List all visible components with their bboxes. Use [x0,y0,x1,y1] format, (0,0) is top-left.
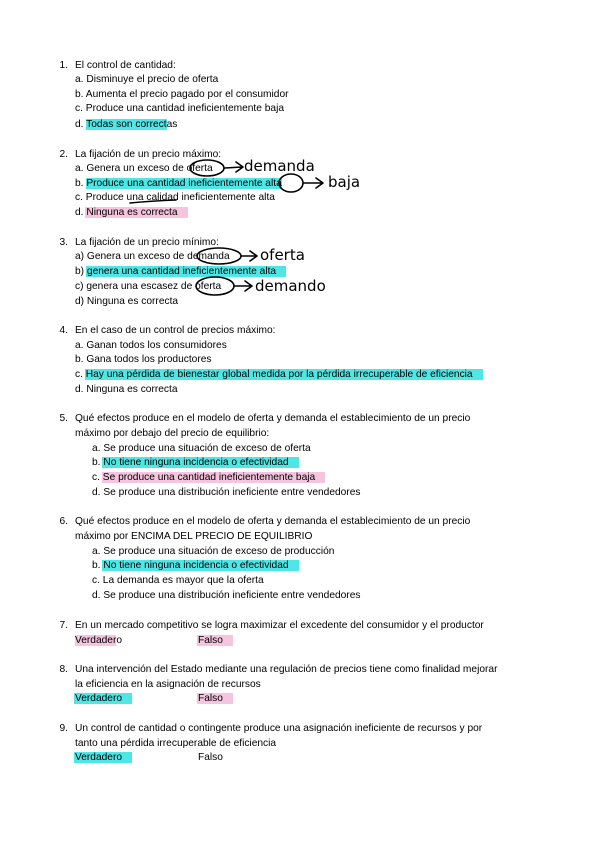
q7-true-option: Verdadero [75,635,123,646]
question-4-text: En el caso de un control de precios máximo: [75,325,276,336]
q2-option-c: c. Produce una calidad ineficientemente alta [75,192,275,203]
question-6-number: 6. [59,516,68,527]
q4-option-d: d. Ninguna es correcta [75,384,178,395]
question-6-text-line2: máximo por ENCIMA DEL PRECIO DE EQUILIBRIO [75,531,313,542]
q5-option-c: c. Se produce una cantidad ineficientemente baja [92,471,325,484]
q5-option-a: a. Se produce una situación de exceso de oferta [92,443,311,454]
q1-option-b: b. Aumenta el precio pagado por el consumidor [75,89,289,100]
q7-false-option: Falso [198,634,233,647]
q2-arrow-1 [225,162,243,172]
q3-annotation-demando: demando [255,277,326,295]
q2-annotation-demanda: demanda [244,157,315,175]
q2-option-d: d. Ninguna es correcta [75,206,188,219]
question-7-text: En un mercado competitivo se logra maximizar el excedente del consumidor y el productor [75,620,484,631]
q8-false-option: Falso [198,692,233,705]
q2-option-b: b. Produce una cantidad ineficientemente alta [75,178,282,189]
question-1-number: 1. [59,60,68,71]
q2-arrow-2 [304,178,323,188]
q3-option-d: d) Ninguna es correcta [75,296,179,307]
q9-true-option: Verdadero [75,751,132,764]
question-3-text: La fijación de un precio mínimo: [75,237,219,248]
q8-true-option: Verdadero [75,692,132,705]
q4-option-c: c. Hay una pérdida de bienestar global medida por la pérdida irrecuperable de eficiencia [75,368,483,381]
question-8-text-line1: Una intervención del Estado mediante una regulación de precios tiene como finalidad mejorar [75,664,498,675]
q5-option-b: b. No tiene ninguna incidencia o efectividad [92,456,299,469]
q6-option-b: b. No tiene ninguna incidencia o efectividad [92,559,299,572]
q1-option-c: c. Produce una cantidad ineficientemente baja [75,103,285,114]
question-2-number: 2. [59,149,68,160]
question-4-number: 4. [59,325,68,336]
q1-option-d: d. Todas son correctas [75,119,178,130]
question-6-text-line1: Qué efectos produce en el modelo de oferta y demanda el establecimiento de un precio [75,516,471,527]
question-9-number: 9. [59,723,68,734]
q3-annotation-oferta: oferta [260,246,305,264]
q4-option-b: b. Gana todos los productores [75,354,212,365]
q5-option-d: d. Se produce una distribución ineficiente entre vendedores [92,487,361,498]
q3-option-a: a) Genera un exceso de demanda [75,251,230,262]
q3-option-b: b) genera una cantidad ineficientemente alta [75,265,286,278]
q3-arrow-2 [235,281,252,291]
q3-option-c: c) genera una escasez de oferta [75,281,222,292]
q2-annotation-baja: baja [328,173,361,191]
question-9-text-line1: Un control de cantidad o contingente produce una asignación ineficiente de recursos y por [75,723,483,734]
q3-arrow-1 [242,251,257,261]
q6-option-d: d. Se produce una distribución ineficiente entre vendedores [92,590,361,601]
q9-false-option: Falso [198,752,223,763]
question-7-number: 7. [59,620,68,631]
q6-option-a: a. Se produce una situación de exceso de producción [92,546,335,557]
question-8-number: 8. [59,664,68,675]
question-2-text: La fijación de un precio máximo: [75,149,222,160]
q2-option-a: a. Genera un exceso de oferta [75,163,213,174]
q1-option-a: a. Disminuye el precio de oferta [75,74,219,85]
q4-option-a: a. Ganan todos los consumidores [75,340,227,351]
question-5-number: 5. [59,413,68,424]
q2-circle-alta [279,174,303,192]
question-5-text-line1: Qué efectos produce en el modelo de oferta y demanda el establecimiento de un precio [75,413,471,424]
question-8-text-line2: la eficiencia en la asignación de recursos [75,679,261,690]
question-1-text: El control de cantidad: [75,60,176,71]
q6-option-c: c. La demanda es mayor que la oferta [92,575,264,586]
question-9-text-line2: tanto una pérdida irrecuperable de eficiencia [75,738,277,749]
question-3-number: 3. [59,237,68,248]
question-5-text-line2: máximo por debajo del precio de equilibrio: [75,428,270,439]
